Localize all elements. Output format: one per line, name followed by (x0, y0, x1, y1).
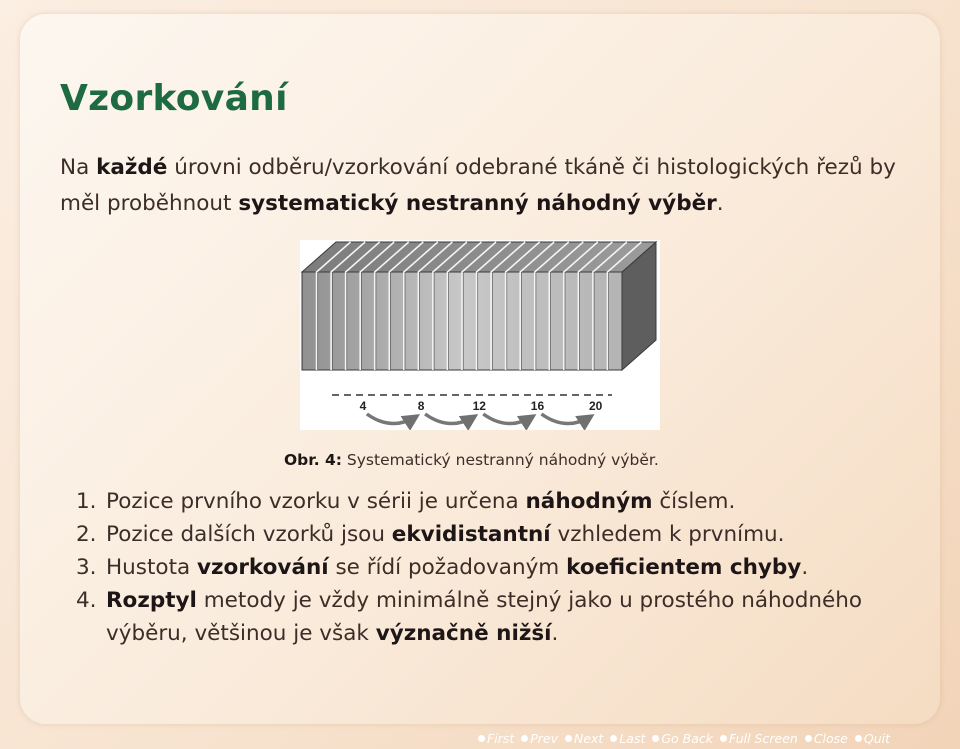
list-item-number: 4. (76, 588, 97, 613)
nav-label: Go Back (661, 731, 714, 746)
nav-next[interactable] (565, 731, 603, 746)
nav-bullet-icon (478, 735, 485, 742)
slice-label-20: 20 (588, 399, 603, 413)
intro-segment-text-2: úrovni odběru/vzorkování odebrané tkáně či histologických řezů by měl proběhnout (60, 155, 896, 216)
slice-label-12: 12 (472, 399, 486, 413)
sampling-arrows (367, 414, 592, 424)
list-item-1-text-0: Pozice prvního vzorku v sérii je určena (106, 489, 526, 514)
selected-slice-labels (360, 399, 603, 413)
list-item-4-text-1: metody je vždy minimálně stejný jako u prostého náhodného výběru, většinou je však (106, 588, 863, 646)
nav-first[interactable] (478, 731, 514, 746)
nav-full-screen[interactable] (720, 731, 798, 746)
list-item (76, 584, 936, 650)
list-item-4-bold-0: Rozptyl (106, 588, 197, 613)
nav-close[interactable] (805, 731, 848, 746)
navigation-bar (478, 731, 897, 746)
nav-label: Quit (863, 731, 891, 746)
nav-label: Next (573, 731, 604, 746)
list-item-number: 2. (76, 522, 97, 547)
slide-title: Vzorkování (60, 78, 288, 119)
list-item (76, 485, 936, 518)
nav-bullet-icon (521, 735, 528, 742)
points-list (76, 485, 936, 650)
nav-label: Close (813, 731, 848, 746)
list-item-3-text-2: se řídí požadovaným (328, 555, 567, 580)
nav-bullet-icon (610, 735, 617, 742)
list-item (76, 518, 936, 551)
intro-segment-text-0: Na (60, 155, 97, 180)
list-item-1-text-2: číslem. (652, 489, 736, 514)
list-item (76, 551, 936, 584)
nav-last[interactable] (610, 731, 645, 746)
list-item-4-text-3: . (551, 621, 559, 646)
nav-label: Prev (530, 731, 558, 746)
nav-bullet-icon (720, 735, 727, 742)
intro-segment-text-4: . (716, 191, 724, 216)
nav-go-back[interactable] (652, 731, 713, 746)
list-item-number: 3. (76, 555, 97, 580)
list-item-2-bold-1: ekvidistantní (391, 522, 551, 547)
slice-label-16: 16 (530, 399, 545, 413)
slices-group (302, 242, 656, 395)
sliced-block-diagram (300, 240, 660, 430)
list-item-4-bold-2: význačně nižší (375, 621, 552, 646)
caption-label: Obr. 4: (284, 451, 342, 469)
sampling-arrow (541, 414, 591, 424)
list-item-number: 1. (76, 489, 97, 514)
list-item-1-bold-1: náhodným (525, 489, 653, 514)
slice-label-4: 4 (359, 399, 367, 413)
list-item-3-bold-1: vzorkování (197, 555, 329, 580)
nav-bullet-icon (855, 735, 862, 742)
nav-bullet-icon (652, 735, 659, 742)
nav-prev[interactable] (521, 731, 558, 746)
nav-label: Last (619, 731, 646, 746)
list-item-3-bold-3: koeficientem chyby (566, 555, 802, 580)
nav-bullet-icon (565, 735, 572, 742)
list-item-2-text-2: vzhledem k prvnímu. (550, 522, 785, 547)
caption-text: Systematický nestranný náhodný výběr. (341, 451, 659, 469)
intro-segment-bold-1: každé (96, 155, 168, 180)
nav-label: Full Screen (729, 731, 798, 746)
list-item-3-text-0: Hustota (106, 555, 198, 580)
sampling-arrow (483, 414, 533, 424)
slice-label-8: 8 (417, 399, 425, 413)
sampling-arrow (425, 414, 475, 424)
list-item-3-text-4: . (801, 555, 809, 580)
figure-caption (284, 451, 659, 469)
intro-paragraph (60, 150, 920, 222)
list-item-2-text-0: Pozice dalších vzorků jsou (106, 522, 392, 547)
nav-label: First (487, 731, 515, 746)
sampling-figure (300, 240, 660, 430)
sampling-arrow (367, 414, 417, 424)
intro-segment-bold-3: systematický nestranný náhodný výběr (238, 191, 717, 216)
nav-quit[interactable] (855, 731, 890, 746)
nav-bullet-icon (805, 735, 812, 742)
